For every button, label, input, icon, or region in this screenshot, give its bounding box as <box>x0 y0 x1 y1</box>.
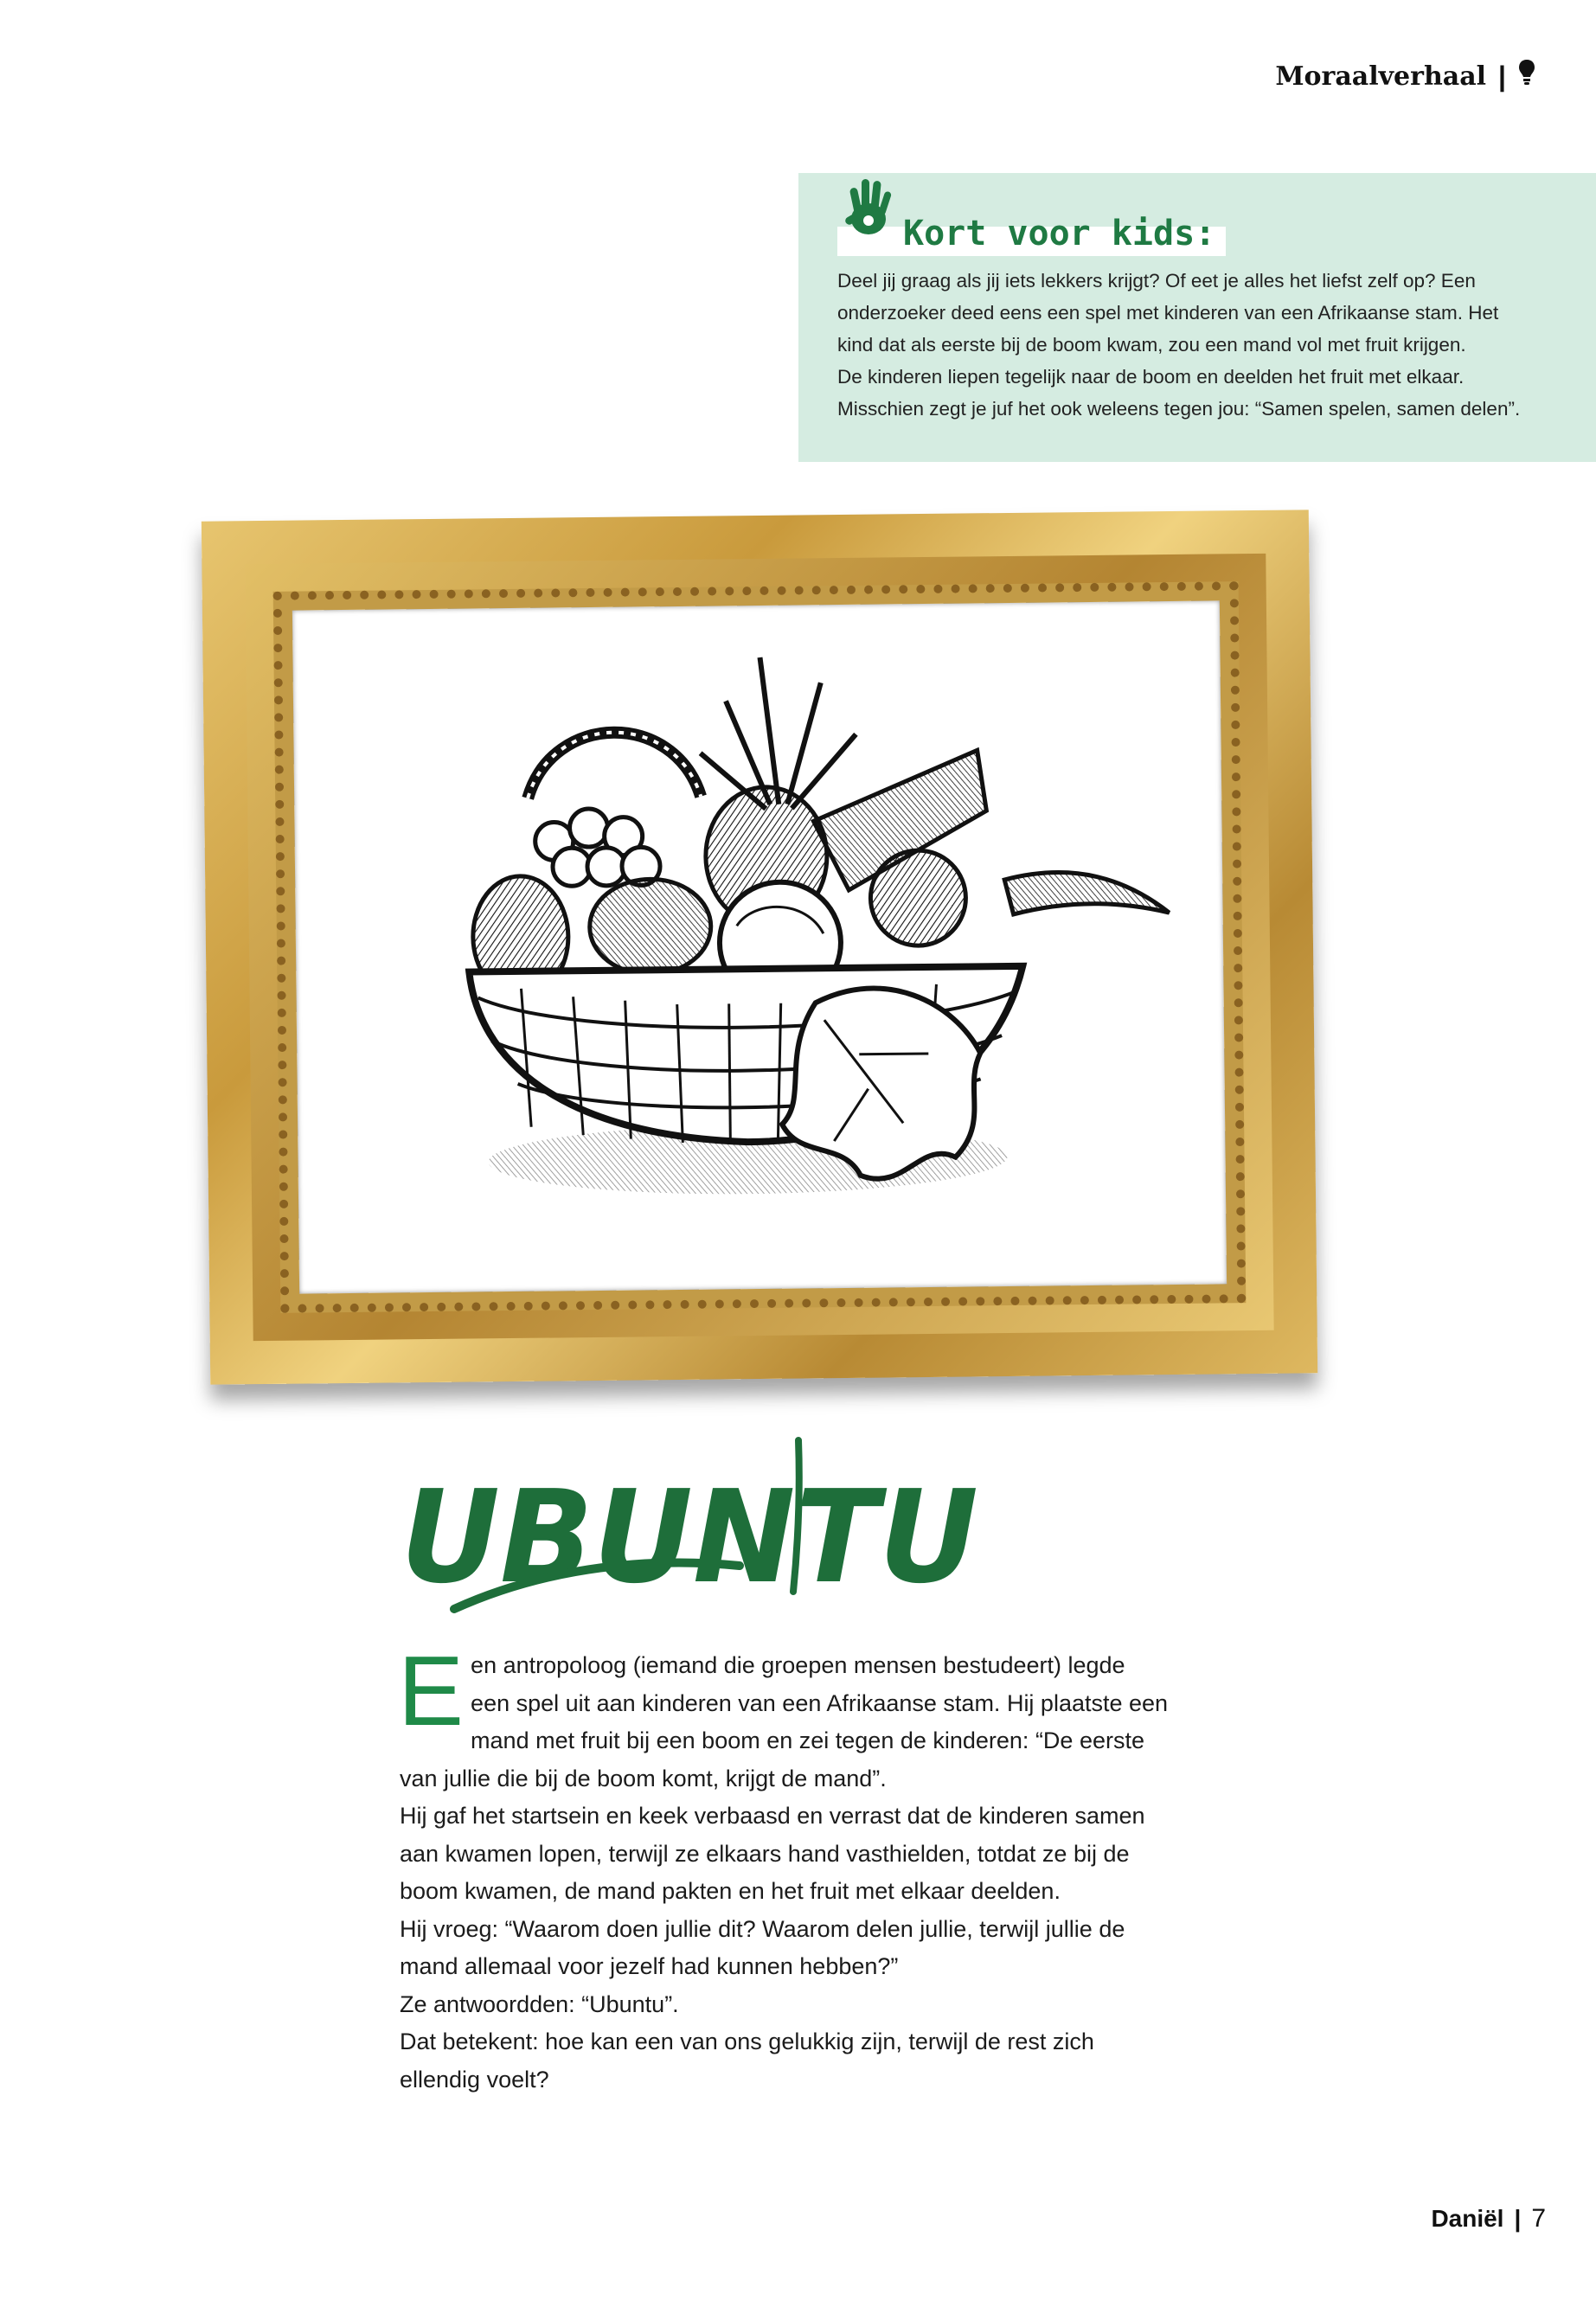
magazine-name: Daniël <box>1431 2205 1504 2232</box>
footer-separator: | <box>1514 2205 1522 2232</box>
article-title-graphic <box>394 1436 999 1622</box>
page-footer <box>1431 2204 1546 2234</box>
article-line: en antropoloog (iemand die groepen mensen bestudeert) legde <box>471 1652 1125 1678</box>
kids-text-line: Misschien zegt je juf het ook weleens tegen jou: “Samen spelen, samen delen”. <box>837 398 1521 420</box>
dropcap: E <box>398 1637 465 1747</box>
handprint-icon <box>843 174 896 246</box>
lightbulb-icon <box>1518 59 1535 93</box>
kids-title-row <box>837 187 1561 256</box>
article-line: aan kwamen lopen, terwijl ze elkaars hand vasthielden, totdat ze bij de <box>400 1840 1130 1867</box>
fruit-basket-drawing <box>292 600 1227 1293</box>
article-title <box>394 1436 999 1622</box>
article-line: een spel uit aan kinderen van een Afrikaanse stam. Hij plaatste een <box>471 1689 1169 1716</box>
article-line: ellendig voelt? <box>400 2066 549 2093</box>
kids-title: Kort voor kids: <box>903 214 1216 253</box>
kids-title-bar <box>837 214 1226 256</box>
article-line: Hij vroeg: “Waarom doen jullie dit? Waarom delen jullie, terwijl jullie de <box>400 1915 1125 1942</box>
section-label: Moraalverhaal <box>1275 61 1487 92</box>
header-separator: | <box>1498 60 1506 92</box>
article-line: Dat betekent: hoe kan een van ons gelukkig zijn, terwijl de rest zich <box>400 2029 1094 2054</box>
picture-frame <box>202 510 1317 1384</box>
article-line: van jullie die bij de boom komt, krijgt de mand”. <box>400 1765 887 1791</box>
kids-text <box>837 265 1561 425</box>
kids-summary-box <box>798 173 1596 462</box>
article-body <box>398 1637 1204 2099</box>
fruit-basket-illustration <box>292 600 1227 1293</box>
article-line: mand allemaal voor jezelf had kunnen hebben?” <box>400 1953 899 1979</box>
article-line: boom kwamen, de mand pakten en het fruit met elkaar deelden. <box>400 1878 1061 1904</box>
page-number: 7 <box>1531 2204 1546 2233</box>
page-header <box>1275 59 1535 93</box>
kids-text-line: kind dat als eerste bij de boom kwam, zou een mand vol met fruit krijgen. <box>837 334 1466 356</box>
article-title-text: UBUNTU <box>401 1463 978 1612</box>
article-line: mand met fruit bij een boom en zei tegen de kinderen: “De eerste <box>471 1727 1144 1753</box>
article-line: Hij gaf het startsein en keek verbaasd en verrast dat de kinderen samen <box>400 1803 1145 1829</box>
article-line: Ze antwoordden: “Ubuntu”. <box>400 1990 679 2017</box>
kids-text-line: Deel jij graag als jij iets lekkers krijgt? Of eet je alles het liefst zelf op? Een <box>837 270 1476 292</box>
kids-text-line: onderzoeker deed eens een spel met kinderen van een Afrikaanse stam. Het <box>837 302 1499 324</box>
kids-text-line: De kinderen liepen tegelijk naar de boom en deelden het fruit met elkaar. <box>837 366 1465 388</box>
